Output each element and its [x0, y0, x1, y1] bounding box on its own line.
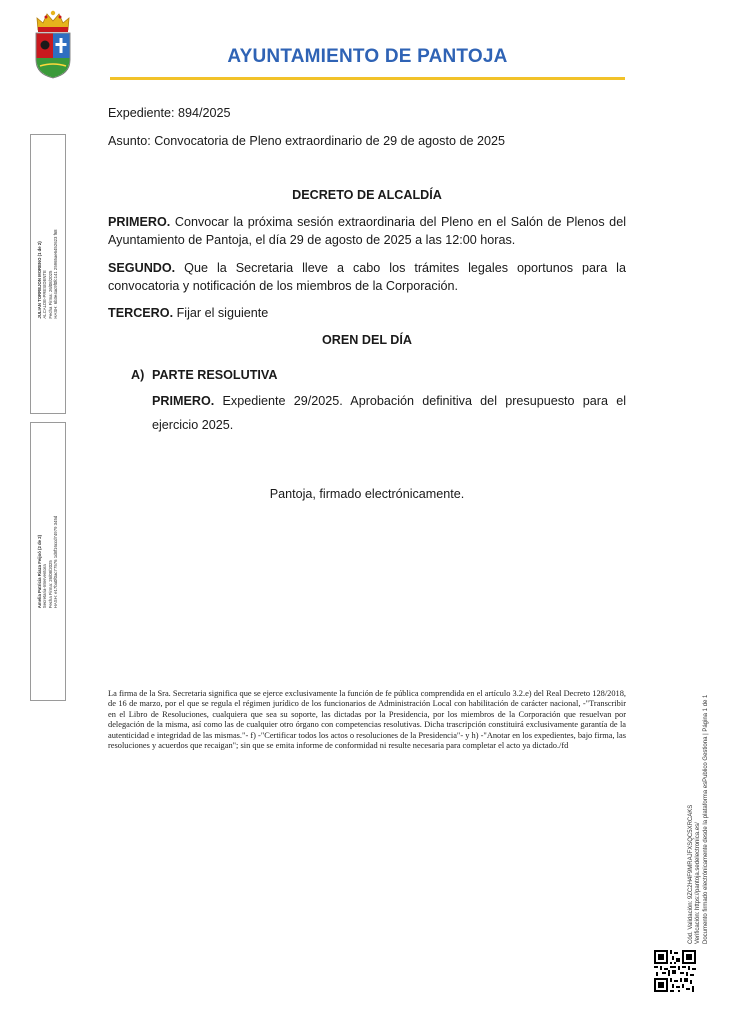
- signature-box-2: [30, 422, 66, 701]
- signature-2-date: Fecha Firma: 26/08/2025: [48, 559, 53, 608]
- signature-box-1: [30, 134, 66, 414]
- platform-note: Documento firmado electrónicamente desde la plataforma esPublico Gestiona | Página 1 de 1: [702, 694, 709, 944]
- section-a-title: PARTE RESOLUTIVA: [152, 368, 278, 382]
- agenda-item-text: Expediente 29/2025. Aprobación definitiva del presupuesto para el ejercicio 2025.: [152, 394, 626, 432]
- title-underline: [110, 77, 625, 80]
- qr-code-icon: [654, 950, 696, 992]
- signature-2-name: Amelia Patricia Riaza Feijoó (2 de 2): [37, 534, 43, 608]
- signature-1-text: [37, 229, 59, 318]
- validation-code: Cód. Validación: 9ZC2H4F9MRAJFXSQC5XRCAKS: [688, 804, 694, 944]
- segundo-text: Que la Secretaria lleve a cabo los trámites legales oportunos para la convocatoria y notificación de los miembros de la Corporación.: [108, 261, 626, 293]
- agenda-item-label: PRIMERO.: [152, 394, 215, 408]
- tercero-paragraph: [108, 304, 626, 322]
- segundo-paragraph: [108, 259, 626, 295]
- signature-2-text: [37, 515, 59, 607]
- section-a-marker: A): [131, 368, 145, 382]
- segundo-label: SEGUNDO.: [108, 261, 176, 275]
- closing-line: Pantoja, firmado electrónicamente.: [269, 487, 465, 501]
- signature-1-hash: HASH: 6b3e4ac9f0fc141 25965ae6452623 f68: [53, 229, 59, 319]
- tercero-label: TERCERO.: [108, 306, 174, 320]
- primero-text: Convocar la próxima sesión extraordinaria del Pleno en el Salón de Plenos del Ayuntamiento de Pantoja, el día 29 de agosto de 2025 a las 12:00 horas.: [108, 215, 626, 247]
- signature-1-name: JULIAN TORREJON MORENO (1 de 2): [37, 241, 43, 319]
- agenda-item: [152, 389, 626, 437]
- signature-1-date: Fecha Firma: 26/08/2025: [48, 270, 53, 319]
- signature-2-hash: HASH: e17ba0f0ac77576 1d8f16ccd74979 345d: [53, 515, 59, 608]
- tercero-text: Fijar el siguiente: [173, 306, 269, 320]
- coat-of-arms-icon: [32, 8, 74, 80]
- asunto-line: Asunto: Convocatoria de Pleno extraordinario de 29 de agosto de 2025: [108, 134, 505, 148]
- agenda-heading: OREN DEL DÍA: [321, 333, 413, 347]
- signature-1-role: ALCALDE-PRESIDENTE: [42, 270, 48, 319]
- verification-url[interactable]: Verificación: https://pantoja.sedelectronica.es/: [695, 822, 702, 944]
- expediente-line: Expediente: 894/2025: [108, 106, 231, 120]
- primero-paragraph: [108, 213, 626, 249]
- page-title: AYUNTAMIENTO DE PANTOJA: [227, 46, 508, 67]
- signature-2-role: Secretaria-Interventora: [42, 563, 48, 608]
- legal-footnote: La firma de la Sra. Secretaria significa que se ejerce exclusivamente la función de fe pública comprendida en el artículo 3.2.e) del Real Decreto 128/2018, de 16 de marzo, por el que se regula el régimen jurídico de los funcionarios de Administración Local con habilitación de carácter nacional, -"Transcribir en el Libro de Resoluciones, cualquiera que sea su soporte, las dictadas por la Presidencia, por los miembros de la Corporación que resuelvan por delegación de la misma, así como las de cualquier otro órgano con competencias resolutivas. Dicha trascripción constituirá exclusivamente garantía de la autenticidad e integridad de las mismas."- f) -"Certificar todos los actos o resoluciones de la Presidencia"- y h) -"Anotar en los expedientes, bajo firma, las resoluciones y acuerdos que recaigan"; sin que se emita informe de conformidad ni resulte necesaria para completar el acto ya dictado./fd: [108, 689, 626, 751]
- decree-heading: DECRETO DE ALCALDÍA: [292, 188, 442, 202]
- primero-label: PRIMERO.: [108, 215, 171, 229]
- verification-margin: [688, 695, 710, 944]
